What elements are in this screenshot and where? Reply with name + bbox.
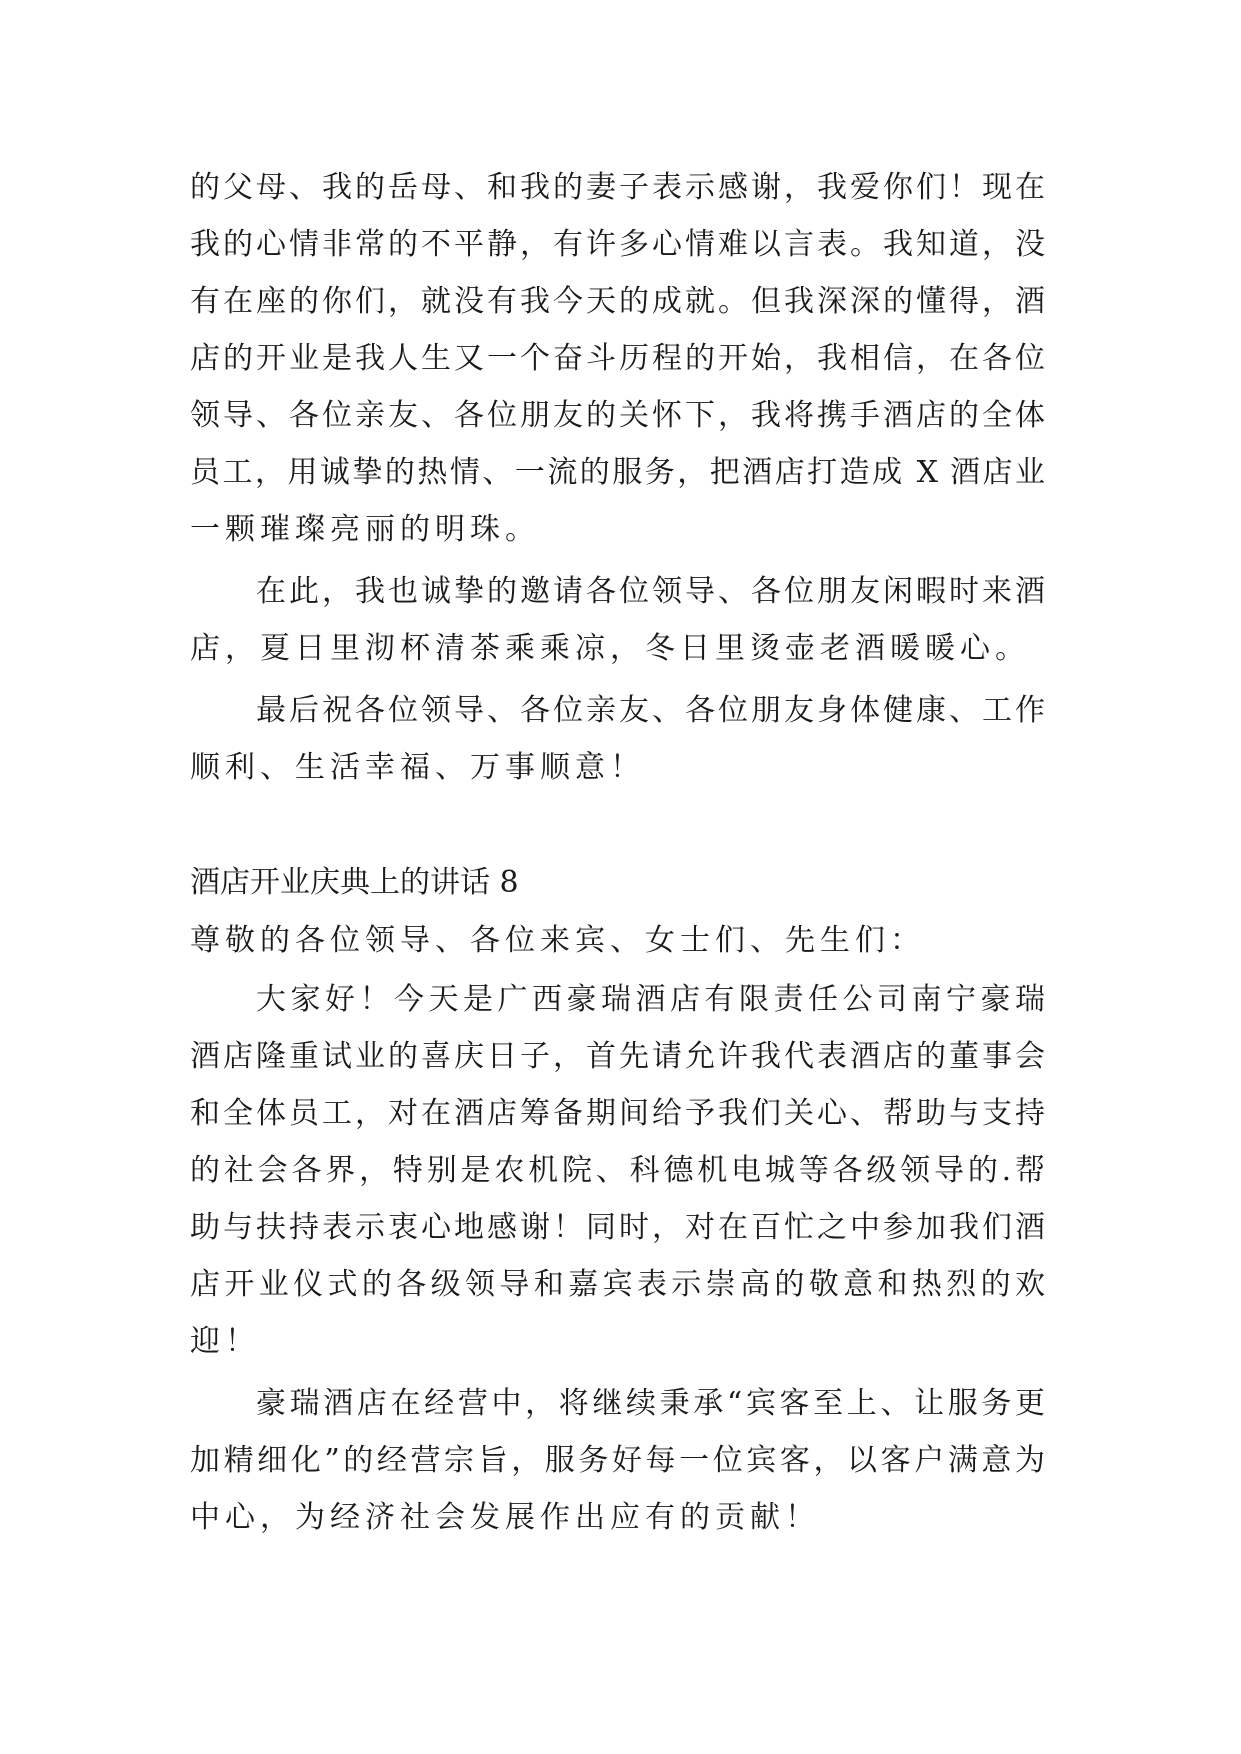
paragraph-line: 我的心情非常的不平静，有许多心情难以言表。我知道，没	[190, 227, 1045, 262]
paragraph-line: 酒店隆重试业的喜庆日子，首先请允许我代表酒店的董事会	[190, 1039, 1045, 1074]
paragraph-line: 加精细化”的经营宗旨，服务好每一位宾客，以客户满意为	[190, 1443, 1045, 1478]
paragraph-line: 最后祝各位领导、各位亲友、各位朋友身体健康、工作	[256, 693, 1045, 728]
paragraph-line: 的父母、我的岳母、和我的妻子表示感谢，我爱你们！现在	[190, 170, 1045, 205]
paragraph-line: 顺利、生活幸福、万事顺意！	[190, 750, 645, 785]
paragraph-line: 大家好！今天是广西豪瑞酒店有限责任公司南宁豪瑞	[256, 982, 1045, 1017]
paragraph-line: 员工，用诚挚的热情、一流的服务，把酒店打造成 X 酒店业	[190, 455, 1045, 490]
paragraph-line: 店的开业是我人生又一个奋斗历程的开始，我相信，在各位	[190, 341, 1045, 376]
paragraph-line: 在此，我也诚挚的邀请各位领导、各位朋友闲暇时来酒	[256, 574, 1045, 609]
paragraph-line: 有在座的你们，就没有我今天的成就。但我深深的懂得，酒	[190, 284, 1045, 319]
paragraph-line: 店开业仪式的各级领导和嘉宾表示崇高的敬意和热烈的欢	[190, 1267, 1045, 1302]
section-title: 酒店开业庆典上的讲话 8	[190, 865, 519, 900]
paragraph-line: 一颗璀璨亮丽的明珠。	[190, 512, 540, 547]
paragraph-line: 的社会各界，特别是农机院、科德机电城等各级领导的.帮	[190, 1153, 1045, 1188]
paragraph-line: 中心，为经济社会发展作出应有的贡献！	[190, 1500, 820, 1535]
salutation: 尊敬的各位领导、各位来宾、女士们、先生们：	[190, 923, 925, 958]
paragraph-line: 店，夏日里沏杯清茶乘乘凉，冬日里烫壶老酒暖暖心。	[190, 631, 1030, 666]
paragraph-line: 豪瑞酒店在经营中，将继续秉承“宾客至上、让服务更	[256, 1386, 1045, 1421]
paragraph-line: 领导、各位亲友、各位朋友的关怀下，我将携手酒店的全体	[190, 398, 1045, 433]
paragraph-line: 和全体员工，对在酒店筹备期间给予我们关心、帮助与支持	[190, 1096, 1045, 1131]
paragraph-line: 助与扶持表示衷心地感谢！同时，对在百忙之中参加我们酒	[190, 1210, 1045, 1245]
paragraph-line: 迎！	[190, 1324, 260, 1359]
